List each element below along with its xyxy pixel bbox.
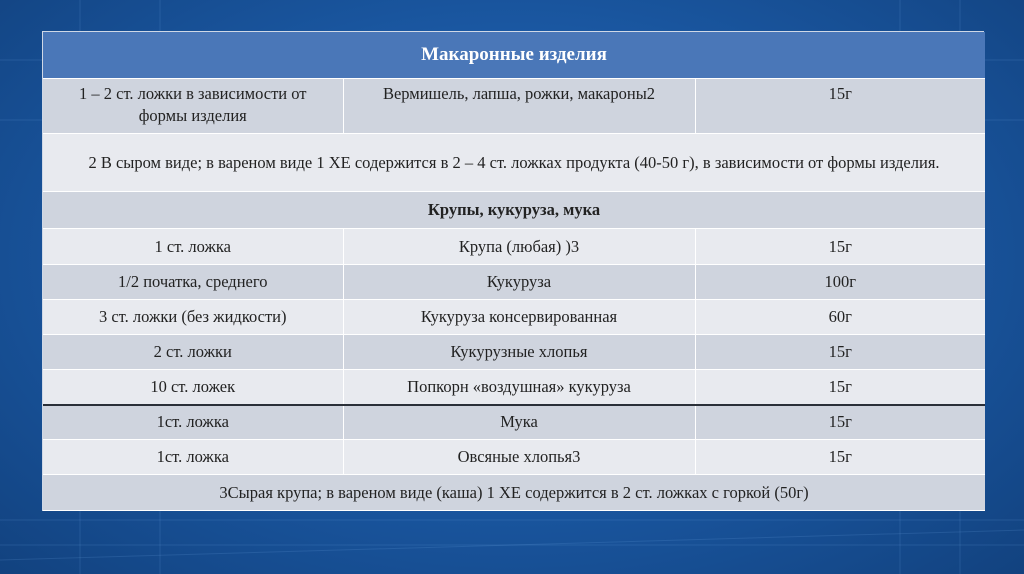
product-cell: Попкорн «воздушная» кукуруза bbox=[343, 370, 695, 405]
product-cell: Крупа (любая) )3 bbox=[343, 229, 695, 265]
product-cell: Кукуруза bbox=[343, 265, 695, 300]
amount-cell: 10 ст. ложек bbox=[43, 370, 343, 405]
weight-cell: 15г bbox=[695, 229, 985, 265]
table-row bbox=[43, 229, 985, 265]
weight-cell: 100г bbox=[695, 265, 985, 300]
table-row bbox=[43, 300, 985, 335]
section-title: Крупы, кукуруза, мука bbox=[43, 192, 985, 229]
table-header-row bbox=[43, 32, 985, 79]
footnote-row bbox=[43, 475, 985, 511]
weight-cell: 15г bbox=[695, 405, 985, 440]
section-header-row bbox=[43, 192, 985, 229]
bread-units-table bbox=[42, 31, 984, 511]
product-cell: Кукурузные хлопья bbox=[343, 335, 695, 370]
table-row bbox=[43, 335, 985, 370]
weight-cell: 60г bbox=[695, 300, 985, 335]
weight-cell: 15г bbox=[695, 335, 985, 370]
weight-cell: 15г bbox=[695, 440, 985, 475]
amount-cell: 1 ст. ложка bbox=[43, 229, 343, 265]
note-row bbox=[43, 134, 985, 192]
pasta-note: 2 В сыром виде; в вареном виде 1 ХЕ содержится в 2 – 4 ст. ложках продукта (40-50 г), в зависимости от формы изделия. bbox=[43, 134, 985, 192]
table-row bbox=[43, 405, 985, 440]
amount-cell: 2 ст. ложки bbox=[43, 335, 343, 370]
amount-cell: 1/2 початка, среднего bbox=[43, 265, 343, 300]
weight-cell: 15г bbox=[695, 79, 985, 134]
weight-cell: 15г bbox=[695, 370, 985, 405]
table-row bbox=[43, 79, 985, 134]
table-title: Макаронные изделия bbox=[43, 32, 985, 79]
table-row bbox=[43, 265, 985, 300]
product-cell: Овсяные хлопья3 bbox=[343, 440, 695, 475]
product-cell: Мука bbox=[343, 405, 695, 440]
product-cell: Кукуруза консервированная bbox=[343, 300, 695, 335]
amount-cell: 1ст. ложка bbox=[43, 440, 343, 475]
amount-cell: 1 – 2 ст. ложки в зависимости от формы изделия bbox=[43, 79, 343, 134]
table-row bbox=[43, 440, 985, 475]
product-cell: Вермишель, лапша, рожки, макароны2 bbox=[343, 79, 695, 134]
footnote: 3Сырая крупа; в вареном виде (каша) 1 ХЕ содержится в 2 ст. ложках с горкой (50г) bbox=[43, 475, 985, 511]
table-row bbox=[43, 370, 985, 405]
amount-cell: 1ст. ложка bbox=[43, 405, 343, 440]
amount-cell: 3 ст. ложки (без жидкости) bbox=[43, 300, 343, 335]
